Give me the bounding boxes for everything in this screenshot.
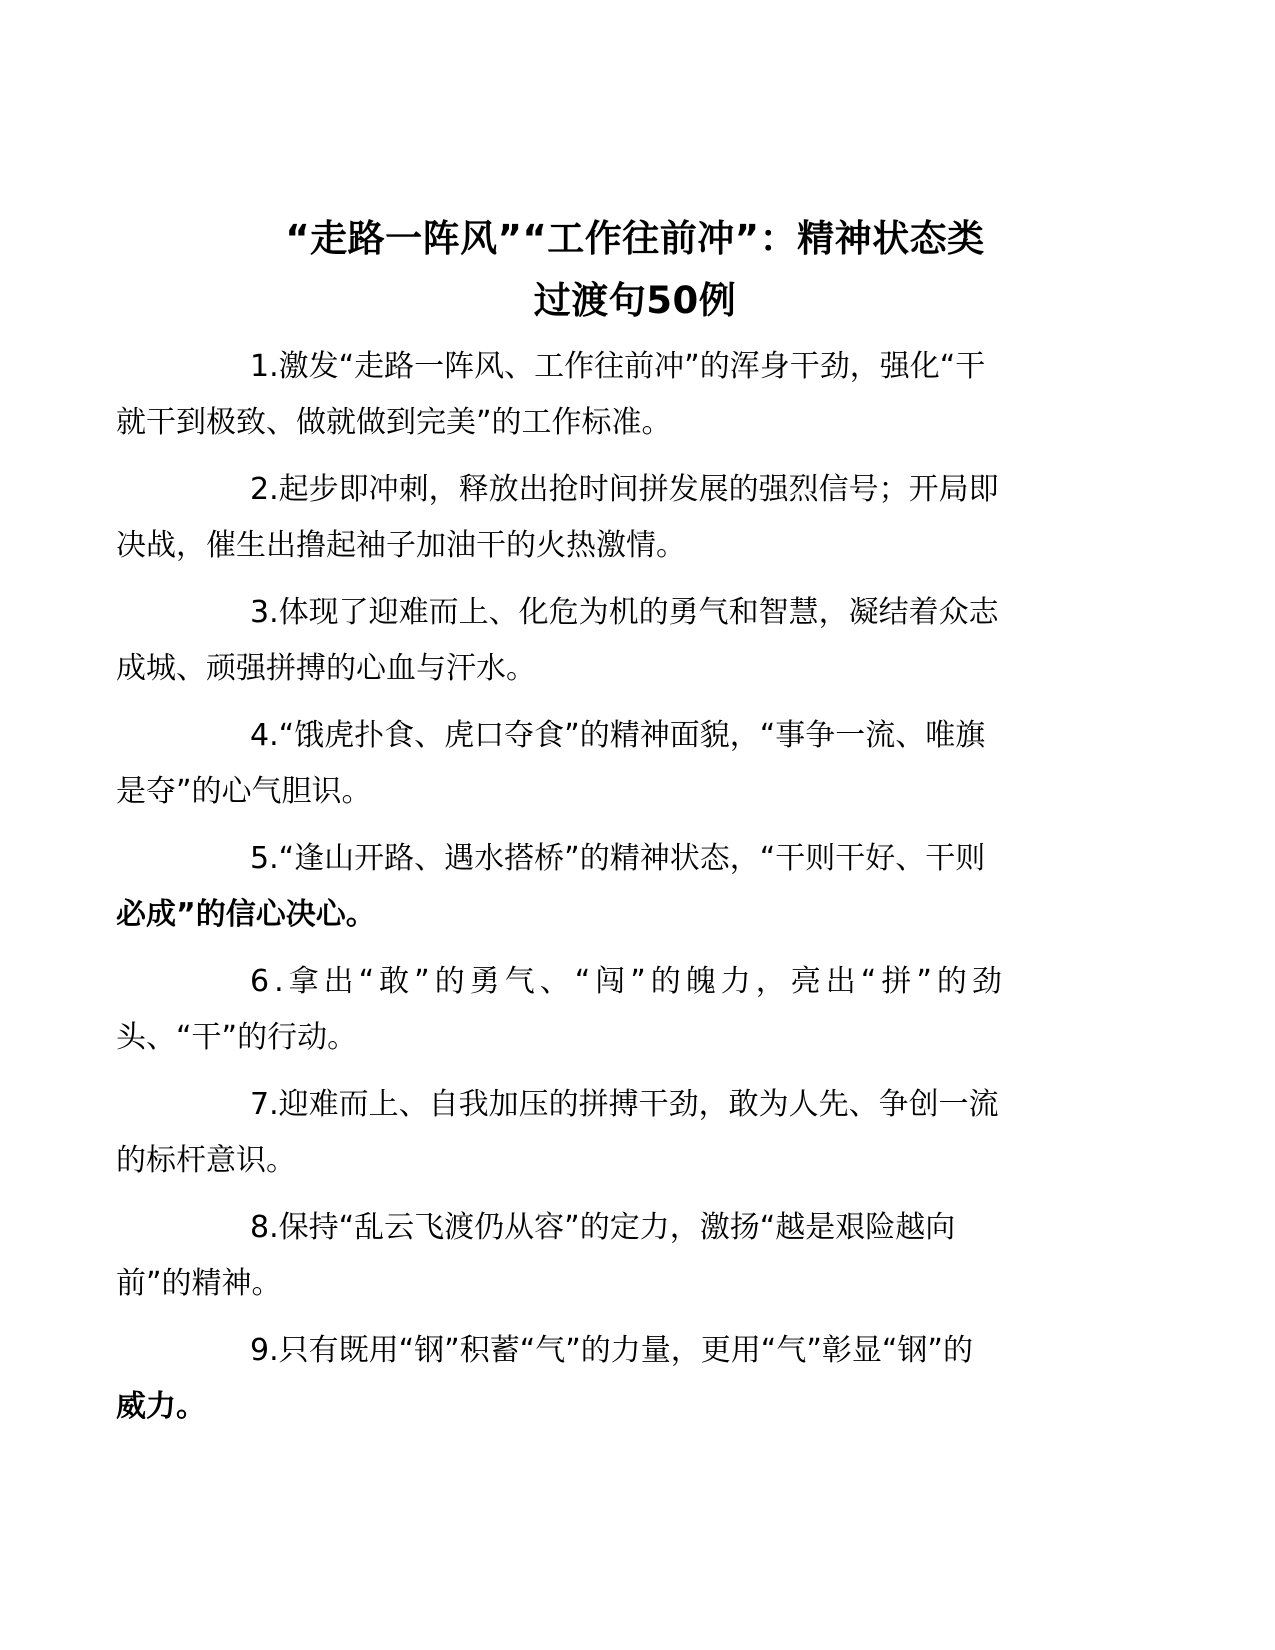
paragraph-6-line-2: 头、“干”的行动。 [116,1020,358,1055]
paragraph-5-line-2: 必成”的信心决心。 [116,897,376,932]
paragraph-7-line-2: 的标杆意识。 [116,1143,296,1178]
paragraph-3 [116,585,1083,697]
paragraph-4 [116,708,1083,820]
paragraph-6-line-1: 6.拿出“敢”的勇气、“闯”的魄力，亮出“拼”的劲 [250,964,1007,999]
paragraph-9-line-1: 9.只有既用“钢”积蓄“气”的力量，更用“气”彰显“钢”的 [250,1333,973,1368]
paragraph-7 [116,1077,1083,1189]
paragraph-2-line-1: 2.起步即冲刺，释放出抢时间拼发展的强烈信号；开局即 [250,472,999,507]
paragraph-4-line-2: 是夺”的心气胆识。 [116,774,372,809]
paragraph-8 [116,1200,1083,1312]
paragraph-9 [116,1323,1083,1435]
paragraph-6 [116,954,1083,1066]
paragraph-3-line-2: 成城、顽强拼搏的心血与汗水。 [116,651,536,686]
paragraph-8-line-1: 8.保持“乱云飞渡仍从容”的定力，激扬“越是艰险越向 [250,1210,956,1245]
title-line-1: “走路一阵风”“工作往前冲”：精神状态类 [285,217,985,260]
paragraph-1 [116,339,1083,451]
paragraph-1-line-1: 1.激发“走路一阵风、工作往前冲”的浑身干劲，强化“干 [250,349,986,384]
paragraph-9-line-2: 威力。 [116,1389,206,1424]
paragraph-4-line-1: 4.“饿虎扑食、虎口夺食”的精神面貌，“事争一流、唯旗 [250,718,986,753]
paragraph-3-line-1: 3.体现了迎难而上、化危为机的勇气和智慧，凝结着众志 [250,595,999,630]
paragraph-5-line-1: 5.“逢山开路、遇水搭桥”的精神状态，“干则干好、干则 [250,841,986,876]
paragraph-5 [116,831,1083,943]
document-title [180,208,1090,332]
paragraph-7-line-1: 7.迎难而上、自我加压的拼搏干劲，敢为人先、争创一流 [250,1087,999,1122]
paragraph-2-line-2: 决战，催生出撸起袖子加油干的火热激情。 [116,528,686,563]
paragraph-2 [116,462,1083,574]
title-line-2: 过渡句50例 [533,279,737,322]
paragraph-8-line-2: 前”的精神。 [116,1266,282,1301]
paragraph-1-line-2: 就干到极致、做就做到完美”的工作标准。 [116,405,672,440]
